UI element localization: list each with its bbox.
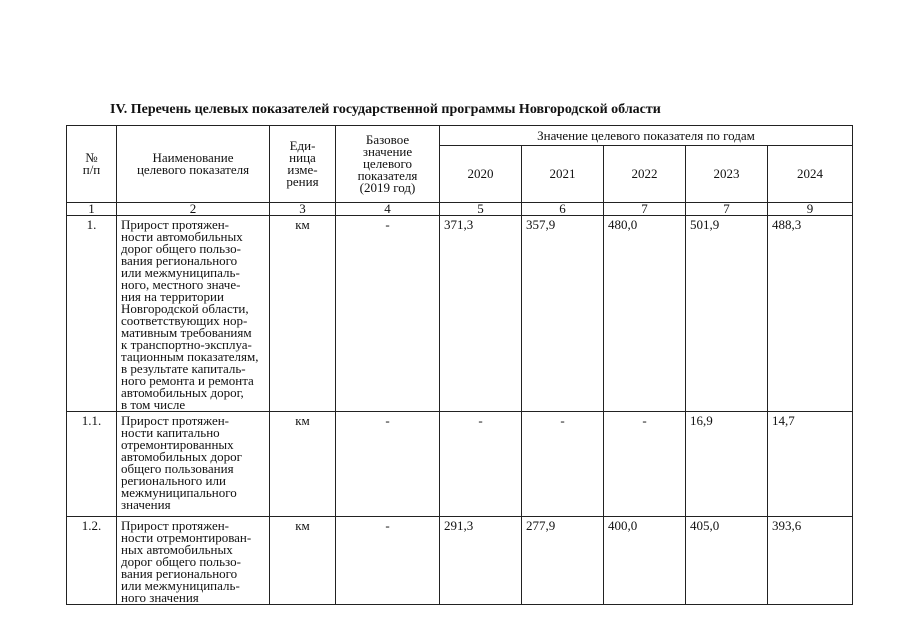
header-num-text [83, 152, 101, 176]
value-cell: 501,9 [686, 216, 768, 412]
column-number: 3 [270, 203, 336, 216]
value-cell: 400,0 [604, 517, 686, 605]
indicator-name-line: автомобильных дорог [121, 449, 242, 464]
value-cell: - [522, 412, 604, 517]
header-year: 2021 [522, 146, 604, 203]
indicator-name-line: отремонтированных [121, 437, 234, 452]
indicator-name-line: общего пользования [121, 461, 234, 476]
table-row [67, 412, 853, 517]
value-cell: - [604, 412, 686, 517]
column-number: 1 [67, 203, 117, 216]
value-cell: 488,3 [768, 216, 853, 412]
unit-cell: км [270, 517, 336, 605]
indicator-name-line: к транспортно-эксплуа- [121, 337, 252, 352]
column-number: 5 [440, 203, 522, 216]
header-name [117, 126, 270, 203]
indicator-name-line: мативным требованиям [121, 325, 252, 340]
base-value-cell: - [336, 412, 440, 517]
indicator-name-line: автомобильных дорог, [121, 385, 244, 400]
header-unit-line: рения [286, 174, 319, 189]
header-unit-line: изме- [287, 162, 318, 177]
header-name-line: целевого показателя [136, 162, 250, 177]
header-base [336, 126, 440, 203]
unit-cell: км [270, 412, 336, 517]
header-num-line: п/п [82, 162, 101, 177]
value-cell: 357,9 [522, 216, 604, 412]
indicator-name-line: вания регионального [121, 566, 238, 581]
indicator-name-line: дорог общего пользо- [121, 241, 241, 256]
header-name-line: Наименование [152, 150, 234, 165]
indicator-name-line: ности автомобильных [121, 229, 243, 244]
indicator-name-line: регионального или [121, 473, 226, 488]
header-base-line: значение [362, 144, 413, 159]
header-base-line: показателя [357, 168, 418, 183]
column-number: 9 [768, 203, 853, 216]
indicator-name-line: дорог общего пользо- [121, 554, 241, 569]
indicator-name-line: в том числе [121, 397, 186, 412]
value-cell: 371,3 [440, 216, 522, 412]
value-cell: 14,7 [768, 412, 853, 517]
header-year: 2023 [686, 146, 768, 203]
column-number: 4 [336, 203, 440, 216]
column-number: 7 [686, 203, 768, 216]
value-cell: 393,6 [768, 517, 853, 605]
header-values-group: Значение целевого показателя по годам [440, 126, 853, 146]
indicator-name-line: или межмуниципаль- [121, 265, 240, 280]
header-unit-line: Еди- [289, 138, 316, 153]
base-value-cell: - [336, 517, 440, 605]
column-number: 7 [604, 203, 686, 216]
indicator-name-line: Новгородской области, [121, 301, 249, 316]
table-row [67, 216, 853, 412]
header-base-line: целевого [362, 156, 413, 171]
column-number: 6 [522, 203, 604, 216]
indicator-name-line: или межмуниципаль- [121, 578, 240, 593]
value-cell: 291,3 [440, 517, 522, 605]
row-number: 1.2. [67, 517, 117, 605]
row-number: 1.1. [67, 412, 117, 517]
indicator-name-line: ного значения [121, 590, 199, 605]
indicator-name [117, 412, 270, 517]
header-num [67, 126, 117, 203]
indicator-name-line: ного ремонта и ремонта [121, 373, 254, 388]
indicator-name-line: вания регионального [121, 253, 238, 268]
row-number: 1. [67, 216, 117, 412]
document-title: IV. Перечень целевых показателей государственной программы Новгородской области [110, 102, 661, 117]
value-cell: 480,0 [604, 216, 686, 412]
indicator-name-line: ных автомобильных [121, 542, 233, 557]
header-year: 2024 [768, 146, 853, 203]
unit-cell: км [270, 216, 336, 412]
base-value-cell: - [336, 216, 440, 412]
value-cell: 16,9 [686, 412, 768, 517]
header-year: 2020 [440, 146, 522, 203]
indicator-name-line: межмуниципального [121, 485, 237, 500]
header-unit [270, 126, 336, 203]
value-cell: 277,9 [522, 517, 604, 605]
indicator-name-line: ности отремонтирован- [121, 530, 252, 545]
header-unit-line: ница [289, 150, 316, 165]
indicator-name-line: ния на территории [121, 289, 224, 304]
indicator-name-line: ного, местного значе- [121, 277, 241, 292]
value-cell: - [440, 412, 522, 517]
header-base-line: (2019 год) [359, 180, 416, 195]
indicator-name-line: тационным показателям, [121, 349, 259, 364]
indicator-name [117, 216, 270, 412]
indicator-name-line: значения [121, 497, 171, 512]
header-year: 2022 [604, 146, 686, 203]
value-cell: 405,0 [686, 517, 768, 605]
indicator-name-line: Прирост протяжен- [121, 518, 230, 533]
target-indicators-table [66, 125, 853, 605]
table-row [67, 517, 853, 605]
indicator-name [117, 517, 270, 605]
header-base-line: Базовое [365, 132, 410, 147]
indicator-name-line: Прирост протяжен- [121, 413, 230, 428]
indicator-name-line: в результате капиталь- [121, 361, 246, 376]
indicator-name-line: ности капитально [121, 425, 220, 440]
indicator-name-line: соответствующих нор- [121, 313, 248, 328]
column-number: 2 [117, 203, 270, 216]
header-num-line: № [85, 150, 98, 165]
indicator-name-line: Прирост протяжен- [121, 217, 230, 232]
